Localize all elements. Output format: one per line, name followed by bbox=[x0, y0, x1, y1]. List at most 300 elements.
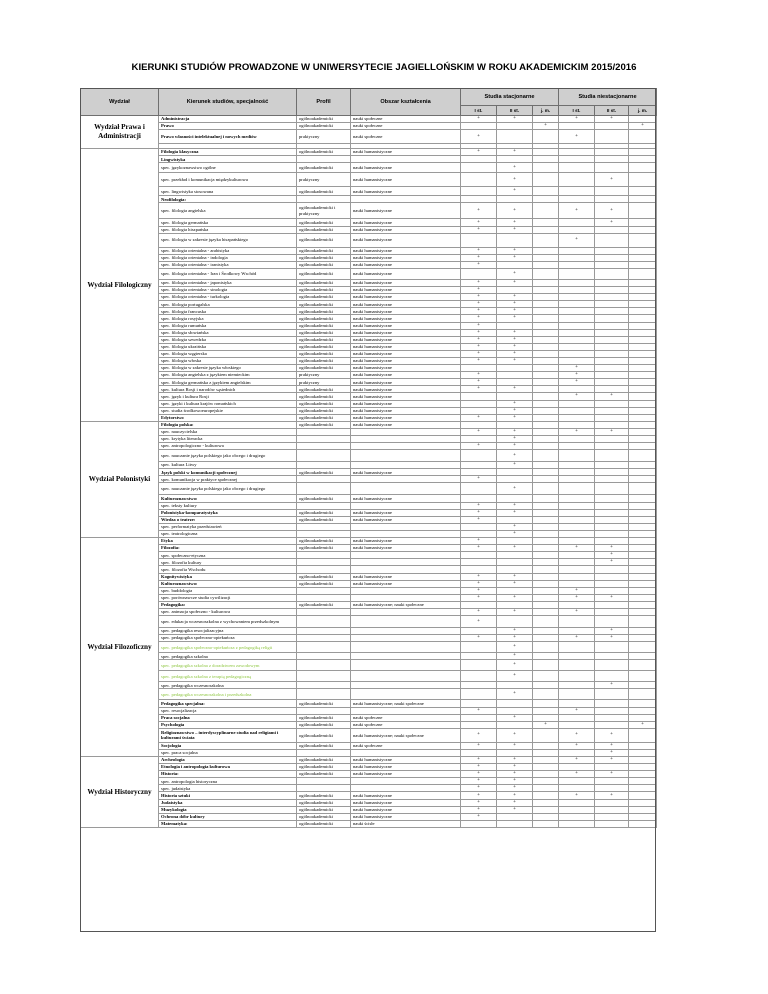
availability-mark bbox=[595, 721, 629, 728]
availability-mark bbox=[533, 671, 559, 682]
availability-mark bbox=[559, 469, 595, 476]
program-area: nauki humanistyczne bbox=[351, 379, 461, 386]
table-row bbox=[81, 516, 657, 523]
program-profile bbox=[297, 785, 351, 792]
availability-mark bbox=[497, 587, 533, 594]
availability-mark bbox=[595, 336, 629, 343]
table-row bbox=[81, 219, 657, 226]
program-area: nauki humanistyczne bbox=[351, 336, 461, 343]
availability-mark bbox=[533, 365, 559, 372]
availability-mark bbox=[629, 530, 657, 537]
availability-mark bbox=[595, 642, 629, 653]
availability-mark: + bbox=[461, 792, 497, 799]
program-profile: ogólnoakademicki bbox=[297, 414, 351, 421]
header-nst2: II st. bbox=[595, 106, 629, 116]
availability-mark bbox=[559, 301, 595, 308]
availability-mark: + bbox=[461, 778, 497, 785]
availability-mark bbox=[497, 261, 533, 268]
program-area bbox=[351, 616, 461, 628]
availability-mark: + bbox=[461, 357, 497, 364]
program-area bbox=[351, 778, 461, 785]
program-area: nauki humanistyczne bbox=[351, 357, 461, 364]
availability-mark: + bbox=[461, 294, 497, 301]
availability-mark: + bbox=[497, 149, 533, 156]
program-area bbox=[351, 642, 461, 653]
availability-mark bbox=[461, 749, 497, 756]
faculty-name: Wydział Historyczny bbox=[81, 757, 159, 828]
header-st1: I st. bbox=[461, 106, 497, 116]
program-profile: ogólnoakademicki bbox=[297, 163, 351, 173]
availability-mark bbox=[595, 268, 629, 279]
availability-mark: + bbox=[497, 764, 533, 771]
availability-mark bbox=[629, 509, 657, 516]
program-name: spec. filologia angielska bbox=[159, 203, 297, 219]
table-row bbox=[81, 714, 657, 721]
availability-mark bbox=[629, 149, 657, 156]
availability-mark: + bbox=[595, 203, 629, 219]
program-name: spec. pedagogika szkolna z terapią pedagogiczną bbox=[159, 671, 297, 682]
availability-mark bbox=[629, 538, 657, 545]
program-profile: ogólnoakademicki bbox=[297, 254, 351, 261]
availability-mark: + bbox=[497, 778, 533, 785]
availability-mark bbox=[461, 559, 497, 566]
availability-mark: + bbox=[461, 580, 497, 587]
availability-mark bbox=[559, 163, 595, 173]
program-name: Neofilologia: bbox=[159, 196, 297, 203]
table-row bbox=[81, 301, 657, 308]
availability-mark bbox=[595, 538, 629, 545]
availability-mark bbox=[559, 476, 595, 483]
table-row bbox=[81, 671, 657, 682]
availability-mark bbox=[533, 428, 559, 435]
program-profile: ogólnoakademicki bbox=[297, 799, 351, 806]
availability-mark bbox=[595, 764, 629, 771]
table-row bbox=[81, 123, 657, 130]
availability-mark bbox=[595, 616, 629, 628]
table-row bbox=[81, 628, 657, 635]
program-profile bbox=[297, 594, 351, 601]
availability-mark bbox=[559, 778, 595, 785]
program-name: spec. porównawcze studia cywilizacji bbox=[159, 594, 297, 601]
availability-mark: + bbox=[559, 728, 595, 742]
program-area bbox=[351, 530, 461, 537]
availability-mark: + bbox=[559, 757, 595, 764]
availability-mark bbox=[559, 421, 595, 428]
availability-mark: + bbox=[497, 443, 533, 450]
availability-mark bbox=[595, 707, 629, 714]
availability-mark: + bbox=[497, 219, 533, 226]
program-name: spec. pedagogika szkolna bbox=[159, 653, 297, 660]
header-njm: j. m. bbox=[629, 106, 657, 116]
availability-mark bbox=[629, 247, 657, 254]
program-profile: ogólnoakademicki bbox=[297, 806, 351, 813]
program-area: nauki humanistyczne bbox=[351, 308, 461, 315]
availability-mark bbox=[533, 357, 559, 364]
availability-mark bbox=[595, 156, 629, 163]
program-area bbox=[351, 476, 461, 483]
program-profile bbox=[297, 707, 351, 714]
availability-mark: + bbox=[497, 523, 533, 530]
availability-mark bbox=[533, 764, 559, 771]
availability-mark: + bbox=[559, 545, 595, 552]
table-row bbox=[81, 573, 657, 580]
program-area bbox=[351, 689, 461, 700]
availability-mark: + bbox=[497, 806, 533, 813]
program-area: nauki humanistyczne; nauki społeczne bbox=[351, 601, 461, 608]
availability-mark bbox=[533, 601, 559, 608]
availability-mark: + bbox=[497, 671, 533, 682]
availability-mark bbox=[559, 559, 595, 566]
availability-mark bbox=[461, 530, 497, 537]
program-area bbox=[351, 450, 461, 462]
availability-mark bbox=[497, 700, 533, 707]
availability-mark bbox=[559, 400, 595, 407]
availability-mark: + bbox=[595, 749, 629, 756]
availability-mark bbox=[629, 156, 657, 163]
availability-mark bbox=[629, 233, 657, 247]
program-profile: ogólnoakademicki bbox=[297, 287, 351, 294]
availability-mark bbox=[533, 116, 559, 123]
availability-mark bbox=[533, 407, 559, 414]
program-name: spec. performatyka przedstawień bbox=[159, 523, 297, 530]
availability-mark: + bbox=[497, 785, 533, 792]
program-area: nauki humanistyczne bbox=[351, 509, 461, 516]
availability-mark: + bbox=[461, 742, 497, 749]
availability-mark bbox=[533, 820, 559, 827]
program-area: nauki humanistyczne bbox=[351, 187, 461, 196]
table-row bbox=[81, 682, 657, 689]
availability-mark: + bbox=[461, 226, 497, 233]
availability-mark bbox=[461, 820, 497, 827]
program-profile bbox=[297, 483, 351, 495]
availability-mark bbox=[629, 714, 657, 721]
program-area bbox=[351, 156, 461, 163]
availability-mark bbox=[595, 450, 629, 462]
availability-mark bbox=[629, 187, 657, 196]
availability-mark bbox=[497, 156, 533, 163]
availability-mark bbox=[629, 601, 657, 608]
program-profile: ogólnoakademicki bbox=[297, 813, 351, 820]
availability-mark bbox=[497, 516, 533, 523]
availability-mark bbox=[533, 386, 559, 393]
availability-mark: + bbox=[497, 294, 533, 301]
availability-mark bbox=[533, 322, 559, 329]
program-profile: praktyczny bbox=[297, 372, 351, 379]
availability-mark bbox=[595, 587, 629, 594]
program-name: spec. filologia orientalna - turkologia bbox=[159, 294, 297, 301]
table-row bbox=[81, 261, 657, 268]
program-name: spec. lingwistyka stosowana bbox=[159, 187, 297, 196]
availability-mark bbox=[461, 436, 497, 443]
availability-mark bbox=[629, 343, 657, 350]
program-name: Socjologia bbox=[159, 742, 297, 749]
program-profile: ogólnoakademicki bbox=[297, 538, 351, 545]
program-area: nauki humanistyczne bbox=[351, 226, 461, 233]
availability-mark bbox=[533, 336, 559, 343]
program-area: nauki społeczne bbox=[351, 742, 461, 749]
program-name: Filologia klasyczna bbox=[159, 149, 297, 156]
availability-mark bbox=[497, 233, 533, 247]
availability-mark: + bbox=[497, 187, 533, 196]
program-area: nauki ścisłe bbox=[351, 820, 461, 827]
availability-mark bbox=[629, 707, 657, 714]
table-row bbox=[81, 792, 657, 799]
program-profile bbox=[297, 428, 351, 435]
availability-mark bbox=[629, 580, 657, 587]
availability-mark bbox=[595, 407, 629, 414]
availability-mark bbox=[533, 757, 559, 764]
availability-mark bbox=[533, 559, 559, 566]
table-row bbox=[81, 421, 657, 428]
availability-mark bbox=[461, 682, 497, 689]
availability-mark: + bbox=[461, 764, 497, 771]
availability-mark: + bbox=[461, 279, 497, 286]
availability-mark bbox=[497, 820, 533, 827]
program-name: spec. edukacja wczesnoszkolna z wychowaniem przedszkolnym bbox=[159, 616, 297, 628]
availability-mark: + bbox=[497, 483, 533, 495]
program-profile: ogólnoakademicki bbox=[297, 495, 351, 502]
availability-mark: + bbox=[461, 329, 497, 336]
table-row bbox=[81, 509, 657, 516]
availability-mark bbox=[533, 400, 559, 407]
availability-mark: + bbox=[595, 552, 629, 559]
availability-mark bbox=[629, 792, 657, 799]
availability-mark bbox=[559, 226, 595, 233]
availability-mark bbox=[629, 682, 657, 689]
program-name: Psychologia bbox=[159, 721, 297, 728]
availability-mark: + bbox=[497, 308, 533, 315]
program-area: nauki humanistyczne bbox=[351, 407, 461, 414]
availability-mark bbox=[533, 203, 559, 219]
availability-mark: + bbox=[461, 545, 497, 552]
availability-mark bbox=[629, 495, 657, 502]
program-name: spec. kultura Litwy bbox=[159, 462, 297, 469]
availability-mark: + bbox=[595, 545, 629, 552]
availability-mark: + bbox=[461, 587, 497, 594]
table-row bbox=[81, 350, 657, 357]
availability-mark bbox=[595, 476, 629, 483]
program-name: spec. filologia w zakresie języka włoskiego bbox=[159, 365, 297, 372]
availability-mark: + bbox=[595, 635, 629, 642]
availability-mark: + bbox=[461, 502, 497, 509]
availability-mark bbox=[559, 538, 595, 545]
program-name: Matematyka: bbox=[159, 820, 297, 827]
availability-mark bbox=[559, 573, 595, 580]
availability-mark bbox=[497, 476, 533, 483]
program-profile bbox=[297, 462, 351, 469]
program-area: nauki humanistyczne bbox=[351, 247, 461, 254]
program-area bbox=[351, 660, 461, 671]
table-row bbox=[81, 700, 657, 707]
table-row bbox=[81, 443, 657, 450]
availability-mark bbox=[461, 268, 497, 279]
program-name: Kulturoznawstwo: bbox=[159, 580, 297, 587]
availability-mark bbox=[629, 450, 657, 462]
program-profile bbox=[297, 502, 351, 509]
availability-mark: + bbox=[497, 428, 533, 435]
availability-mark bbox=[497, 123, 533, 130]
availability-mark bbox=[559, 714, 595, 721]
table-row bbox=[81, 476, 657, 483]
program-profile: ogólnoakademicki bbox=[297, 350, 351, 357]
program-area bbox=[351, 594, 461, 601]
program-area: nauki humanistyczne bbox=[351, 261, 461, 268]
availability-mark bbox=[629, 806, 657, 813]
availability-mark bbox=[629, 428, 657, 435]
availability-mark: + bbox=[595, 559, 629, 566]
table-row bbox=[81, 721, 657, 728]
program-area bbox=[351, 635, 461, 642]
availability-mark bbox=[497, 813, 533, 820]
program-area: nauki humanistyczne bbox=[351, 301, 461, 308]
availability-mark bbox=[629, 671, 657, 682]
availability-mark: + bbox=[497, 580, 533, 587]
availability-mark bbox=[559, 820, 595, 827]
program-name: spec. nauczanie języka polskiego jako obcego i drugiego bbox=[159, 450, 297, 462]
availability-mark: + bbox=[497, 116, 533, 123]
availability-mark bbox=[533, 530, 559, 537]
availability-mark bbox=[629, 771, 657, 778]
program-profile: ogólnoakademicki bbox=[297, 792, 351, 799]
availability-mark: + bbox=[461, 336, 497, 343]
availability-mark bbox=[559, 407, 595, 414]
program-area: nauki humanistyczne bbox=[351, 365, 461, 372]
availability-mark: + bbox=[595, 393, 629, 400]
program-name: spec. przekład i komunikacja międzykulturowa bbox=[159, 173, 297, 187]
availability-mark: + bbox=[497, 203, 533, 219]
availability-mark bbox=[533, 799, 559, 806]
program-name: Historia sztuki bbox=[159, 792, 297, 799]
availability-mark bbox=[533, 749, 559, 756]
availability-mark bbox=[533, 149, 559, 156]
availability-mark bbox=[559, 785, 595, 792]
program-profile: ogólnoakademicki bbox=[297, 400, 351, 407]
availability-mark bbox=[559, 806, 595, 813]
program-area: nauki humanistyczne bbox=[351, 322, 461, 329]
table-row bbox=[81, 393, 657, 400]
availability-mark: + bbox=[461, 372, 497, 379]
availability-mark bbox=[461, 642, 497, 653]
availability-mark: + bbox=[461, 509, 497, 516]
availability-mark bbox=[533, 450, 559, 462]
availability-mark bbox=[461, 628, 497, 635]
availability-mark: + bbox=[595, 682, 629, 689]
availability-mark bbox=[533, 742, 559, 749]
availability-mark bbox=[533, 806, 559, 813]
availability-mark: + bbox=[497, 247, 533, 254]
availability-mark: + bbox=[497, 545, 533, 552]
availability-mark: + bbox=[461, 771, 497, 778]
table-row bbox=[81, 247, 657, 254]
program-profile: ogólnoakademicki bbox=[297, 279, 351, 286]
availability-mark bbox=[595, 608, 629, 615]
availability-mark bbox=[461, 689, 497, 700]
availability-mark: + bbox=[595, 219, 629, 226]
table-row bbox=[81, 462, 657, 469]
program-profile: ogólnoakademicki bbox=[297, 233, 351, 247]
program-name: Prawo bbox=[159, 123, 297, 130]
availability-mark bbox=[461, 721, 497, 728]
program-profile: ogólnoakademicki bbox=[297, 757, 351, 764]
availability-mark bbox=[533, 728, 559, 742]
availability-mark bbox=[559, 749, 595, 756]
availability-mark bbox=[629, 778, 657, 785]
page-title: KIERUNKI STUDIÓW PROWADZONE W UNIWERSYTECIE JAGIELLOŃSKIM W ROKU AKADEMICKIM 2015/2016 bbox=[131, 62, 637, 73]
availability-mark bbox=[629, 552, 657, 559]
availability-mark bbox=[559, 350, 595, 357]
availability-mark bbox=[629, 757, 657, 764]
availability-mark bbox=[629, 116, 657, 123]
program-profile: ogólnoakademicki bbox=[297, 149, 351, 156]
availability-mark bbox=[595, 196, 629, 203]
table-row bbox=[81, 336, 657, 343]
availability-mark bbox=[559, 813, 595, 820]
availability-mark bbox=[533, 502, 559, 509]
availability-mark bbox=[629, 764, 657, 771]
availability-mark: + bbox=[461, 343, 497, 350]
program-area bbox=[351, 196, 461, 203]
availability-mark: + bbox=[559, 707, 595, 714]
program-profile bbox=[297, 778, 351, 785]
availability-mark bbox=[533, 516, 559, 523]
availability-mark: + bbox=[497, 350, 533, 357]
table-row bbox=[81, 530, 657, 537]
availability-mark bbox=[461, 660, 497, 671]
program-profile: ogólnoakademicki bbox=[297, 322, 351, 329]
availability-mark bbox=[533, 594, 559, 601]
availability-mark: + bbox=[595, 757, 629, 764]
program-name: spec. filologia orientalna - sinologia bbox=[159, 287, 297, 294]
availability-mark bbox=[595, 660, 629, 671]
availability-mark bbox=[461, 469, 497, 476]
availability-mark bbox=[629, 196, 657, 203]
header-niestacjonarne: Studia niestacjonarne bbox=[559, 89, 657, 106]
program-area: nauki humanistyczne bbox=[351, 414, 461, 421]
table-row bbox=[81, 329, 657, 336]
program-profile: ogólnoakademicki bbox=[297, 545, 351, 552]
availability-mark bbox=[595, 261, 629, 268]
availability-mark bbox=[595, 573, 629, 580]
availability-mark bbox=[533, 462, 559, 469]
table-row bbox=[81, 502, 657, 509]
table-row bbox=[81, 268, 657, 279]
availability-mark: + bbox=[497, 530, 533, 537]
program-profile: ogólnoakademicki bbox=[297, 421, 351, 428]
program-name: spec. judaistyka bbox=[159, 785, 297, 792]
availability-mark bbox=[629, 785, 657, 792]
availability-mark bbox=[533, 261, 559, 268]
table-row bbox=[81, 386, 657, 393]
availability-mark: + bbox=[559, 771, 595, 778]
table-row bbox=[81, 778, 657, 785]
table-row bbox=[81, 163, 657, 173]
program-name: spec. filologia portugalska bbox=[159, 301, 297, 308]
availability-mark bbox=[559, 483, 595, 495]
table-row bbox=[81, 495, 657, 502]
program-name: spec. antropologia historyczna bbox=[159, 778, 297, 785]
program-area: nauki humanistyczne bbox=[351, 350, 461, 357]
table-row bbox=[81, 545, 657, 552]
availability-mark: + bbox=[461, 813, 497, 820]
availability-mark: + bbox=[497, 742, 533, 749]
program-name: spec. buddologia bbox=[159, 587, 297, 594]
availability-mark bbox=[629, 322, 657, 329]
availability-mark bbox=[595, 123, 629, 130]
availability-mark bbox=[629, 483, 657, 495]
availability-mark bbox=[461, 552, 497, 559]
availability-mark: + bbox=[497, 757, 533, 764]
availability-mark bbox=[533, 436, 559, 443]
